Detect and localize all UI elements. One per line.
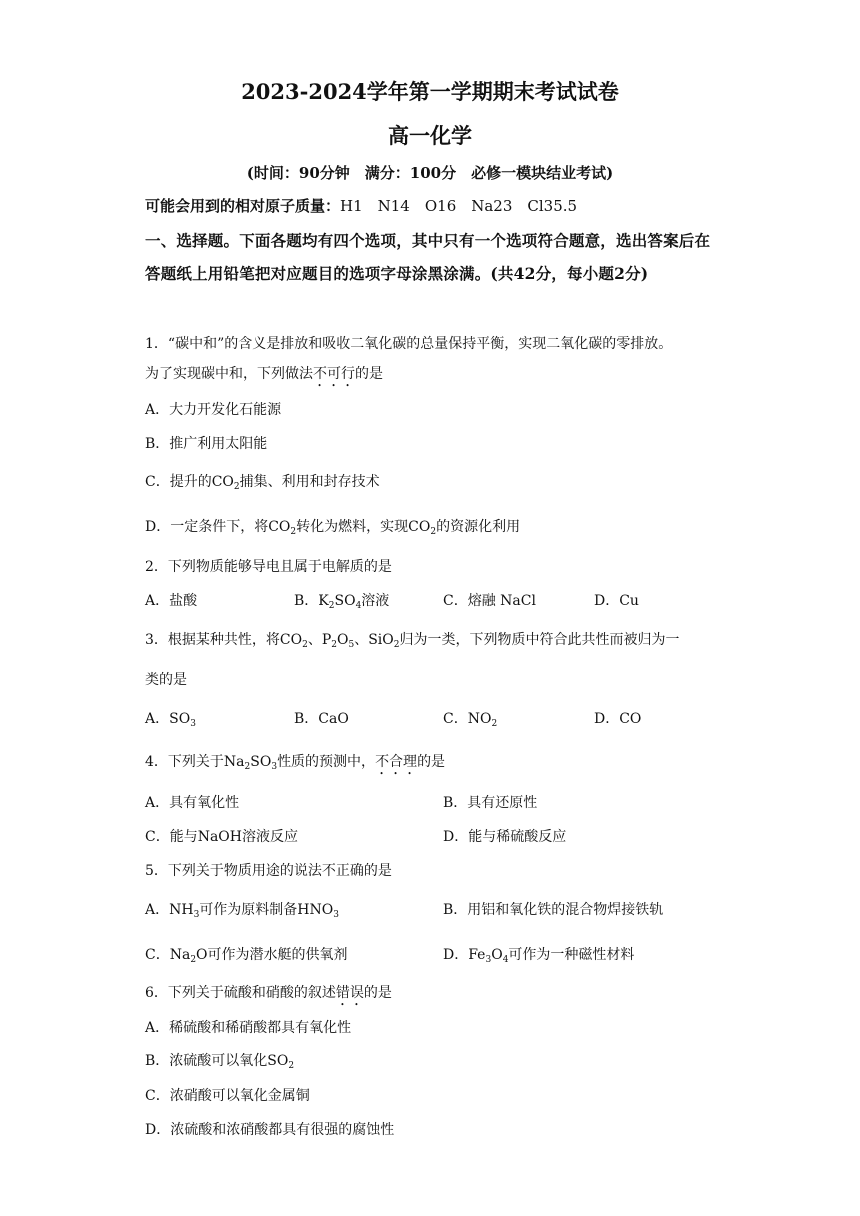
q1-stem-pre: 为了实现碳中和，下列做法 [145, 366, 313, 382]
q5-c-pre: C．Na [145, 947, 191, 963]
q4-stem-s1: 2 [244, 762, 251, 772]
q2-b-sub2: 4 [355, 601, 362, 611]
section-heading: 一、选择题。下面各题均有四个选项，其中只有一个选项符合题意，选出答案后在答题纸上用铅笔把对应题目的选项字母涂黑涂满。(共42分，每小题2分) [145, 231, 711, 283]
q6-b-sub: 2 [288, 1061, 295, 1071]
q1-d-mid: 转化为燃料，实现CO [296, 519, 431, 535]
atomic-mass-label: 可能会用到的相对原子质量： [145, 197, 341, 215]
q3-p4: 、SiO [354, 632, 394, 648]
atomic-mass-line [145, 196, 577, 216]
q4-stem-mid: SO [250, 754, 272, 770]
q6-option-b [145, 1051, 294, 1076]
q1-d-pre: D．一定条件下，将CO [145, 519, 291, 535]
q4-option-c: C．能与NaOH溶液反应 [145, 829, 298, 845]
q2-stem: 2．下列物质能够导电且属于电解质的是 [145, 559, 392, 575]
q1-stem-emphasis: 不可行 [313, 366, 355, 382]
q3-option-c [443, 709, 497, 734]
q1-d-sub2: 2 [430, 527, 437, 537]
q1-d-sub1: 2 [290, 527, 297, 537]
q3-s1: 2 [302, 640, 308, 650]
q3-a-sub: 3 [190, 719, 196, 729]
q5-option-b: B．用铝和氧化铁的混合物焊接铁轨 [443, 902, 664, 918]
q5-a-s2: 3 [333, 910, 339, 920]
q5-c-post: O可作为潜水艇的供氧剂 [196, 947, 348, 963]
q6-stem-post: 的是 [363, 985, 392, 1001]
q4-stem-emphasis: 不合理 [375, 754, 418, 770]
q5-d-post: 可作为一种磁性材料 [508, 947, 635, 963]
q3-s3: 5 [348, 640, 355, 650]
q6-stem [145, 983, 392, 1009]
q4-option-b: B．具有还原性 [443, 795, 538, 811]
q4-stem-s2: 3 [271, 762, 278, 772]
q5-option-a [145, 900, 339, 925]
q5-option-d [443, 945, 634, 970]
exam-title: 2023-2024学年第一学期期末考试试卷 [241, 79, 619, 104]
q6-stem-emphasis: 错误 [335, 985, 364, 1001]
q3-s2: 2 [331, 640, 337, 650]
q2-b-pre: B．K [294, 593, 329, 609]
q2-option-b [294, 591, 389, 616]
q6-option-a: A．稀硫酸和稀硝酸都具有氧化性 [145, 1020, 352, 1036]
q1-option-b: B．推广利用太阳能 [145, 436, 268, 452]
q3-option-d: D．CO [594, 711, 642, 727]
q5-a-mid: 可作为原料制备HNO [199, 902, 334, 918]
q3-c-sub: 2 [491, 719, 498, 729]
q3-stem-line1 [145, 630, 680, 655]
q3-c-pre: C．NO [443, 711, 492, 727]
q3-p3: O [337, 632, 349, 648]
q4-option-a: A．具有氧化性 [145, 795, 240, 811]
q2-option-c: C．熔融 NaCl [443, 593, 536, 609]
q2-b-mid: SO [334, 593, 356, 609]
q1-option-a: A．大力开发化石能源 [145, 402, 282, 418]
q2-b-post: 溶液 [361, 593, 390, 609]
q2-option-d: D．Cu [594, 593, 639, 609]
q5-a-s1: 3 [193, 910, 200, 920]
q1-c-post: 捕集、利用和封存技术 [239, 474, 380, 490]
q4-stem [145, 752, 445, 778]
q5-c-s1: 2 [190, 955, 197, 965]
q3-a-pre: A．SO [145, 711, 191, 727]
q5-d-s1: 3 [485, 955, 492, 965]
q5-a-pre: A．NH [145, 902, 194, 918]
q1-c-pre: C．提升的CO [145, 474, 234, 490]
q1-option-d [145, 517, 520, 542]
q4-option-d: D．能与稀硫酸反应 [443, 829, 567, 845]
exam-subject: 高一化学 [388, 123, 472, 148]
q3-option-b: B．CaO [294, 711, 349, 727]
q5-d-mid: O [491, 947, 503, 963]
q3-option-a [145, 709, 196, 734]
q2-option-a: A．盐酸 [145, 593, 198, 609]
q5-option-c [145, 945, 348, 970]
q6-option-c: C．浓硝酸可以氧化金属铜 [145, 1088, 310, 1104]
q6-option-d: D．浓硫酸和浓硝酸都具有很强的腐蚀性 [145, 1122, 395, 1138]
q1-stem-line2 [145, 364, 383, 390]
q3-p1: 3．根据某种共性，将CO [145, 632, 303, 648]
q6-stem-pre: 6．下列关于硫酸和硝酸的叙述 [145, 985, 336, 1001]
q2-b-sub1: 2 [328, 601, 335, 611]
q3-stem-line2: 类的是 [145, 672, 187, 688]
q1-option-c [145, 472, 380, 497]
q5-d-pre: D．Fe [443, 947, 486, 963]
q3-s4: 2 [393, 640, 400, 650]
q3-p2: 、P [307, 632, 332, 648]
q1-stem-line1: 1．“碳中和”的含义是排放和吸收二氧化碳的总量保持平衡，实现二氧化碳的零排放。 [145, 336, 673, 352]
q4-stem-pre: 4．下列关于Na [145, 754, 245, 770]
q6-b-pre: B．浓硫酸可以氧化SO [145, 1053, 289, 1069]
exam-info: (时间：90分钟 满分：100分 必修一模块结业考试) [246, 164, 614, 182]
q3-p5: 归为一类，下列物质中符合此共性而被归为一 [399, 632, 680, 648]
atomic-mass-values: H1 N14 O16 Na23 Cl35.5 [340, 197, 578, 215]
q5-stem: 5．下列关于物质用途的说法不正确的是 [145, 863, 392, 879]
q5-d-s2: 4 [502, 955, 509, 965]
q1-c-sub: 2 [233, 482, 240, 492]
q4-stem-post: 的是 [417, 754, 446, 770]
q1-stem-post: 的是 [355, 366, 383, 382]
q1-d-post: 的资源化利用 [436, 519, 521, 535]
q4-stem-mid2: 性质的预测中， [277, 754, 376, 770]
